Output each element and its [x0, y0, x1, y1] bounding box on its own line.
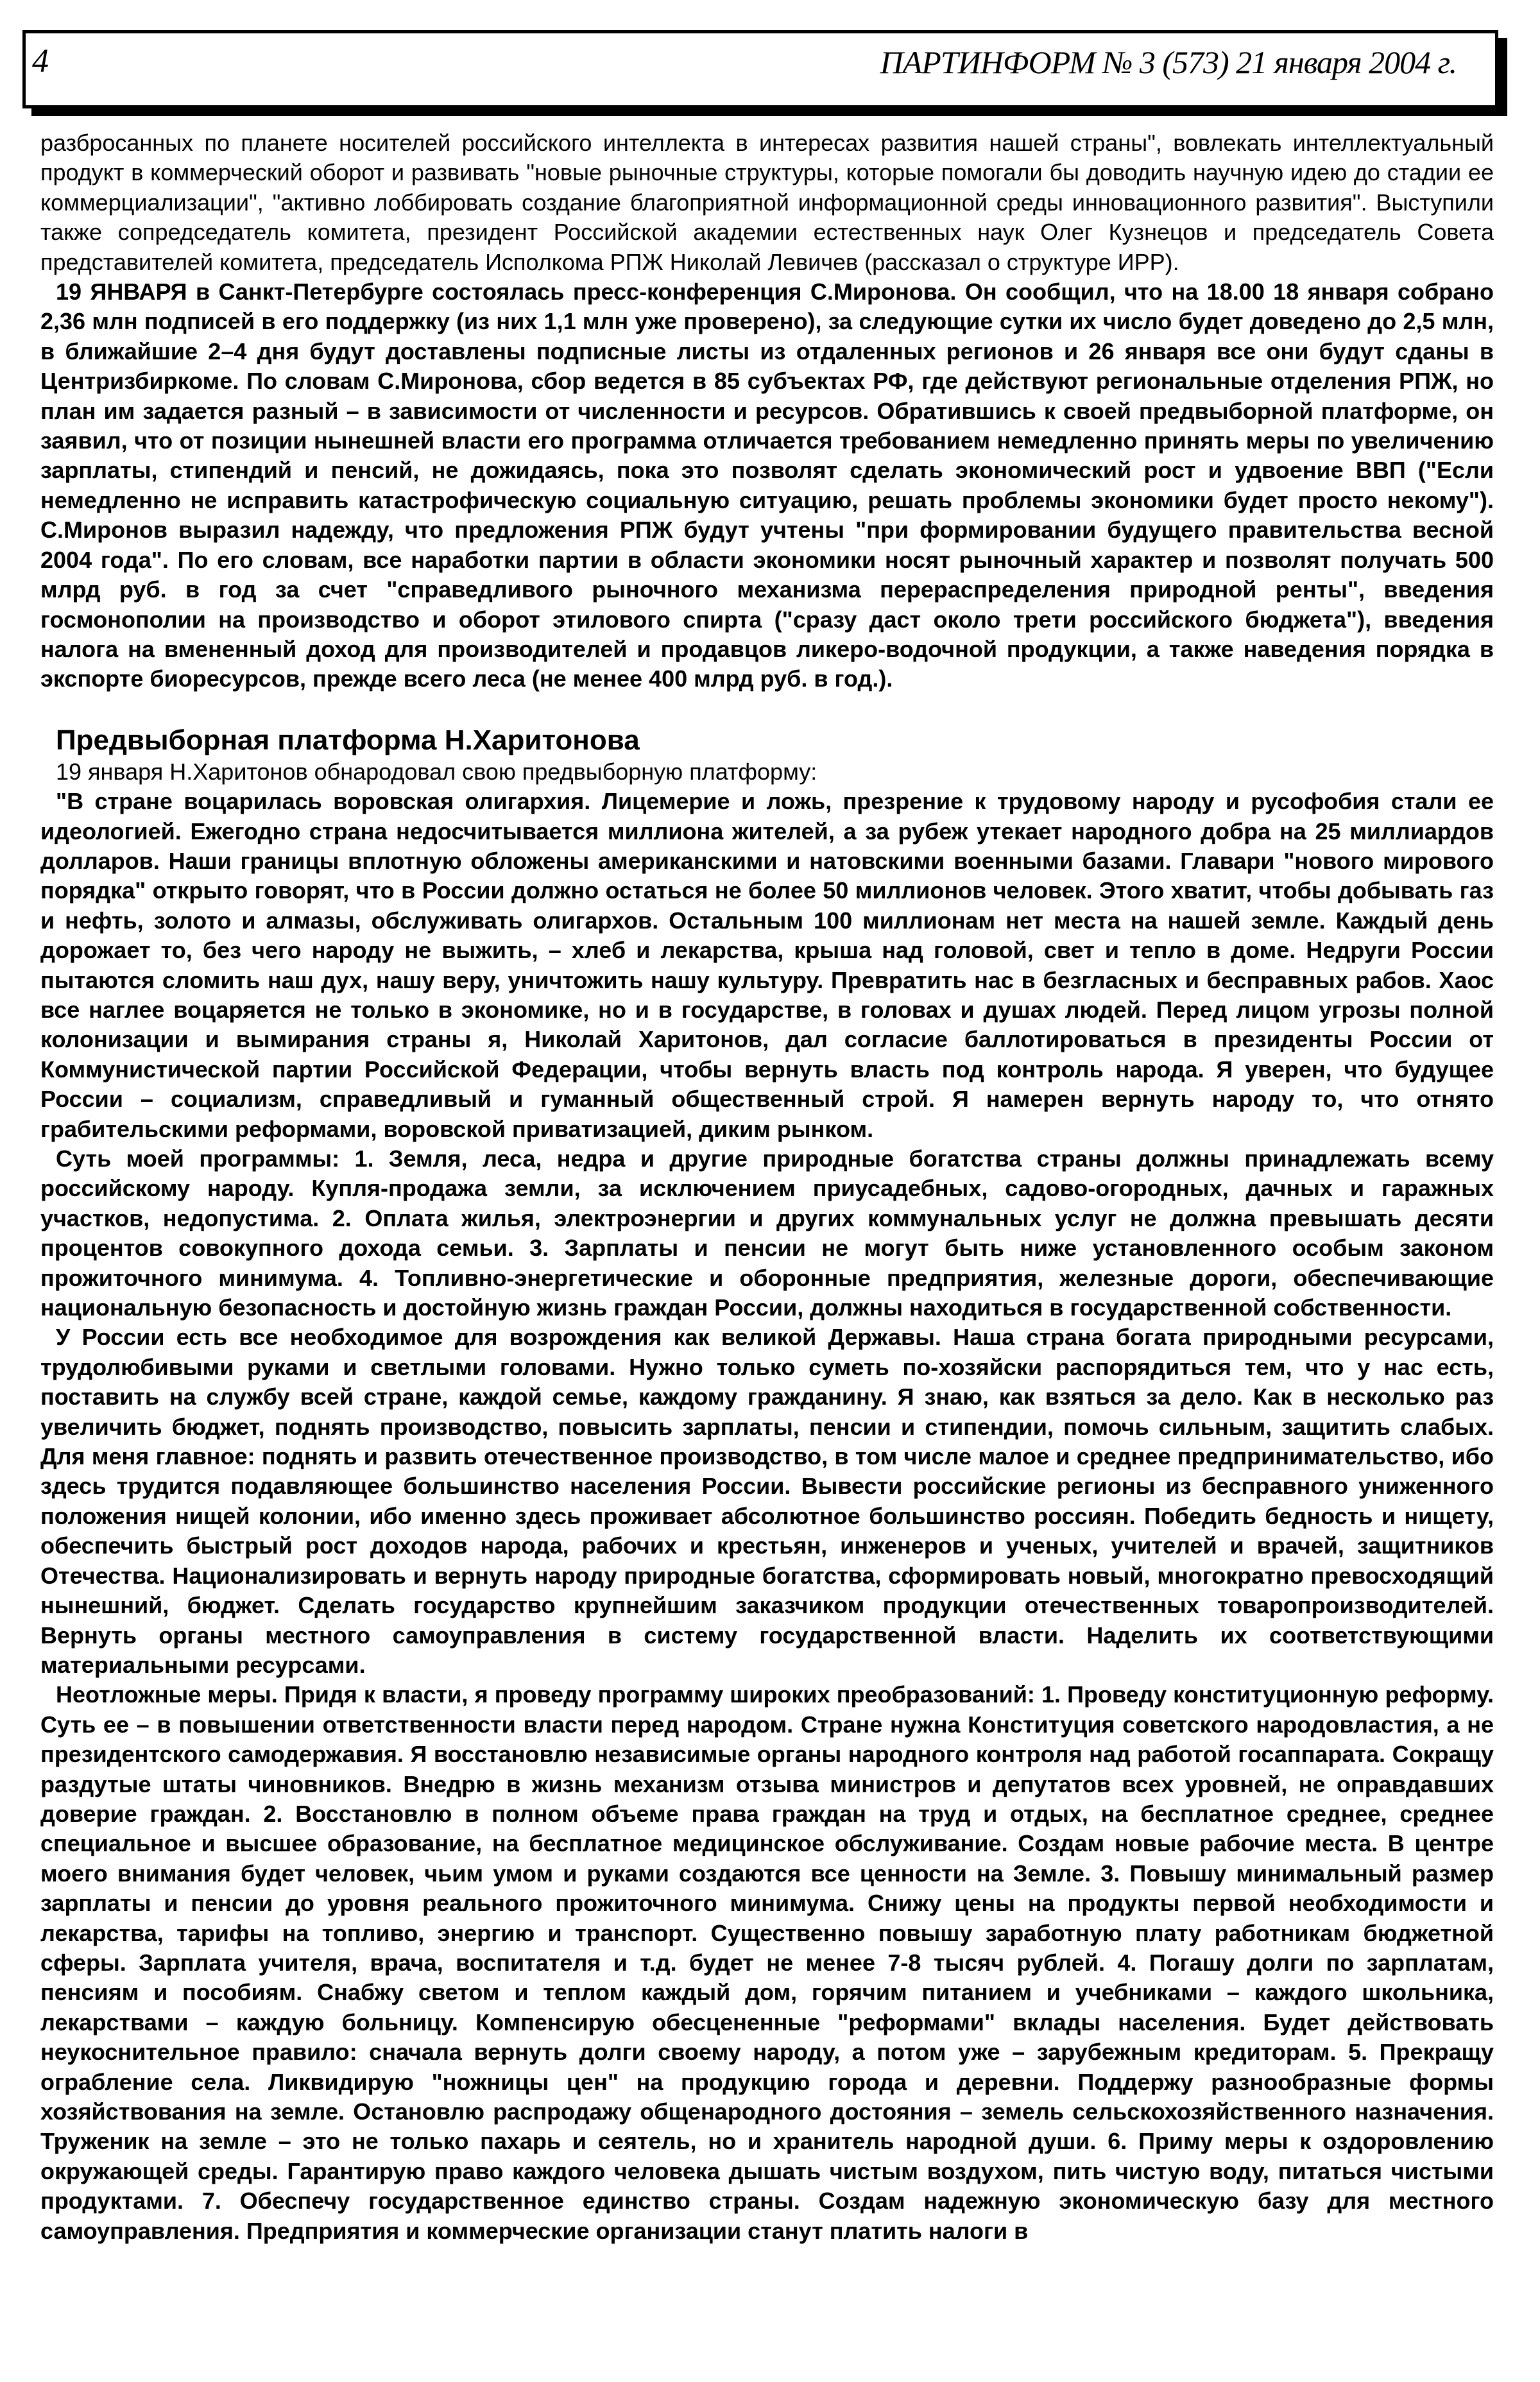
issue-title: ПАРТИНФОРМ № 3 (573) 21 января 2004 г.	[880, 44, 1457, 80]
page-content	[40, 128, 1494, 2246]
page-header	[22, 30, 1498, 108]
article-intro: 19 января Н.Харитонов обнародовал свою предвыборную платформу:	[56, 758, 817, 785]
article-paragraph: У России есть все необходимое для возрождения как великой Державы. Наша страна богата природными ресурсами, трудолюбивыми руками и светлыми головами. Нужно только суметь по-хозяйски распорядиться тем, что у нас есть, поставить на службу всей стране, каждой семье, каждому гражданину. Я знаю, как взяться за дело. Как в несколько раз увеличить бюджет, поднять производство, повысить зарплаты, пенсии и стипендии, помочь сильным, защитить слабых. Для меня главное: поднять и развить отечественное производство, в том числе малое и среднее предпринимательство, ибо здесь трудится подавляющее большинство населения России. Вывести российские регионы из бесправного униженного положения нищей колонии, ибо именно здесь проживает абсолютное большинство россиян. Победить бедность и нищету, обеспечить быстрый рост доходов народа, рабочих и крестьян, инженеров и ученых, учителей и врачей, защитников Отечества. Национализировать и вернуть народу природные богатства, сформировать новый, многократно превосходящий нынешний, бюджет. Сделать государство крупнейшим заказчиком продукции отечественных товаропроизводителей. Вернуть органы местного самоуправления в систему государственной власти. Наделить их соответствующими материальными ресурсами.	[40, 1324, 1494, 1678]
paragraph: разбросанных по планете носителей российского интеллекта в интересах развития нашей страны", вовлекать интеллектуальный продукт в коммерческий оборот и развивать "новые рыночные структуры, которые помогали бы доводить научную идею до стадии ее коммерциализации", "активно лоббировать создание благоприятной информационной среды инновационного развития". Выступили также сопредседатель комитета, президент Российской академии естественных наук Олег Кузнецов и председатель Совета представителей комитета, председатель Исполкома РПЖ Николай Левичев (рассказал о структуре ИРР).	[40, 130, 1494, 275]
page-number: 4	[32, 43, 49, 80]
article-paragraph: "В стране воцарилась воровская олигархия. Лицемерие и ложь, презрение к трудовому народу и русофобия стали ее идеологией. Ежегодно страна недосчитывается миллиона жителей, а за рубеж утекает народного добра на 25 миллиардов долларов. Наши границы вплотную обложены американскими и натовскими военными базами. Главари "нового мирового порядка" открыто говорят, что в России должно остаться не более 50 миллионов человек. Этого хватит, чтобы добывать газ и нефть, золото и алмазы, обслуживать олигархов. Остальным 100 миллионам нет места на нашей земле. Каждый день дорожает то, без чего народу не выжить, – хлеб и лекарства, крыша над головой, свет и тепло в доме. Недруги России пытаются сломить наш дух, нашу веру, уничтожить нашу культуру. Превратить нас в безгласных и бесправных рабов. Хаос все наглее воцаряется не только в экономике, но и в государстве, в головах и душах людей. Перед лицом угрозы полной колонизации и вымирания страны я, Николай Харитонов, дал согласие баллотироваться в президенты России от Коммунистической партии Российской Федерации, чтобы вернуть власть под контроль народа. Я уверен, что будущее России – социализм, справедливый и гуманный общественный строй. Я намерен вернуть народу то, что отнято грабительскими реформами, воровской приватизацией, диким рынком.	[40, 788, 1494, 1142]
article-title: Предвыборная платформа Н.Харитонова	[56, 724, 640, 756]
article-paragraph: Суть моей программы: 1. Земля, леса, недра и другие природные богатства страны должны принадлежать всему российскому народу. Купля-продажа земли, за исключением приусадебных, садово-огородных, дачных и гаражных участков, недопустима. 2. Оплата жилья, электроэнергии и других коммунальных услуг не должна превышать десяти процентов совокупного дохода семьи. 3. Зарплаты и пенсии не могут быть ниже установленного особым законом прожиточного минимума. 4. Топливно-энергетические и оборонные предприятия, железные дороги, обеспечивающие национальную безопасность и достойную жизнь граждан России, должны находиться в государственной собственности.	[40, 1145, 1494, 1321]
article-paragraph: Неотложные меры. Придя к власти, я проведу программу широких преобразований: 1. Проведу конституционную реформу. Суть ее – в повышении ответственности власти перед народом. Стране нужна Конституция советского народовластия, а не президентского самодержавия. Я восстановлю независимые органы народного контроля над работой госаппарата. Сокращу раздутые штаты чиновников. Внедрю в жизнь механизм отзыва министров и депутатов всех уровней, не оправдавших доверие граждан. 2. Восстановлю в полном объеме права граждан на труд и отдых, на бесплатное среднее, среднее специальное и высшее образование, на бесплатное медицинское обслуживание. Создам новые рабочие места. В центре моего внимания будет человек, чьим умом и руками создаются все ценности на Земле. 3. Повышу минимальный размер зарплаты и пенсии до уровня реального прожиточного минимума. Снижу цены на продукты первой необходимости и лекарства, тарифы на топливо, энергию и транспорт. Существенно повышу заработную плату работникам бюджетной сферы. Зарплата учителя, врача, воспитателя и т.д. будет не менее 7-8 тысяч рублей. 4. Погашу долги по зарплатам, пенсиям и пособиям. Снабжу светом и теплом каждый дом, горячим питанием и учебниками – каждого школьника, лекарствами – каждую больницу. Компенсирую обесцененные "реформами" вклады населения. Будет действовать неукоснительное правило: сначала вернуть долги своему народу, а потом уже – зарубежным кредиторам. 5. Прекращу ограбление села. Ликвидирую "ножницы цен" на продукцию города и деревни. Поддержу разнообразные формы хозяйствования на земле. Остановлю распродажу общенародного достояния – земель сельскохозяйственного назначения. Труженик на земле – это не только пахарь и сеятель, но и хранитель народной души. 6. Приму меры к оздоровлению окружающей среды. Гарантирую право каждого человека дышать чистым воздухом, пить чистую воду, питаться чистыми продуктами. 7. Обеспечу государственное единство страны. Создам надежную экономическую базу для местного самоуправления. Предприятия и коммерческие организации станут платить налоги в	[40, 1681, 1494, 2244]
news-paragraph: 19 ЯНВАРЯ в Санкт-Петербурге состоялась пресс-конференция С.Миронова. Он сообщил, что на 18.00 18 января собрано 2,36 млн подписей в его поддержку (из них 1,1 млн уже проверено), за следующие сутки их число будет доведено до 2,5 млн, в ближайшие 2–4 дня будут доставлены подписные листы из отдаленных регионов и 26 января все они будут сданы в Центризбиркоме. По словам С.Миронова, сбор ведется в 85 субъектах РФ, где действуют региональные отделения РПЖ, но план им задается разный – в зависимости от численности и ресурсов. Обратившись к своей предвыборной платформе, он заявил, что от позиции нынешней власти его программа отличается требованием немедленно принять меры по увеличению зарплаты, стипендий и пенсий, не дожидаясь, пока это позволят сделать экономический рост и удвоение ВВП ("Если немедленно не исправить катастрофическую социальную ситуацию, решать проблемы экономики будет просто некому"). С.Миронов выразил надежду, что предложения РПЖ будут учтены "при формировании будущего правительства весной 2004 года". По его словам, все наработки партии в области экономики носят рыночный характер и позволят получать 500 млрд руб. в год за счет "справедливого рыночного механизма перераспределения природной ренты", введения госмонополии на производство и оборот этилового спирта ("сразу даст около трети российского бюджета"), введения налога на вмененный доход для производителей и продавцов ликеро-водочной продукции, а также наведения порядка в экспорте биоресурсов, прежде всего леса (не менее 400 млрд руб. в год.).	[40, 278, 1494, 692]
